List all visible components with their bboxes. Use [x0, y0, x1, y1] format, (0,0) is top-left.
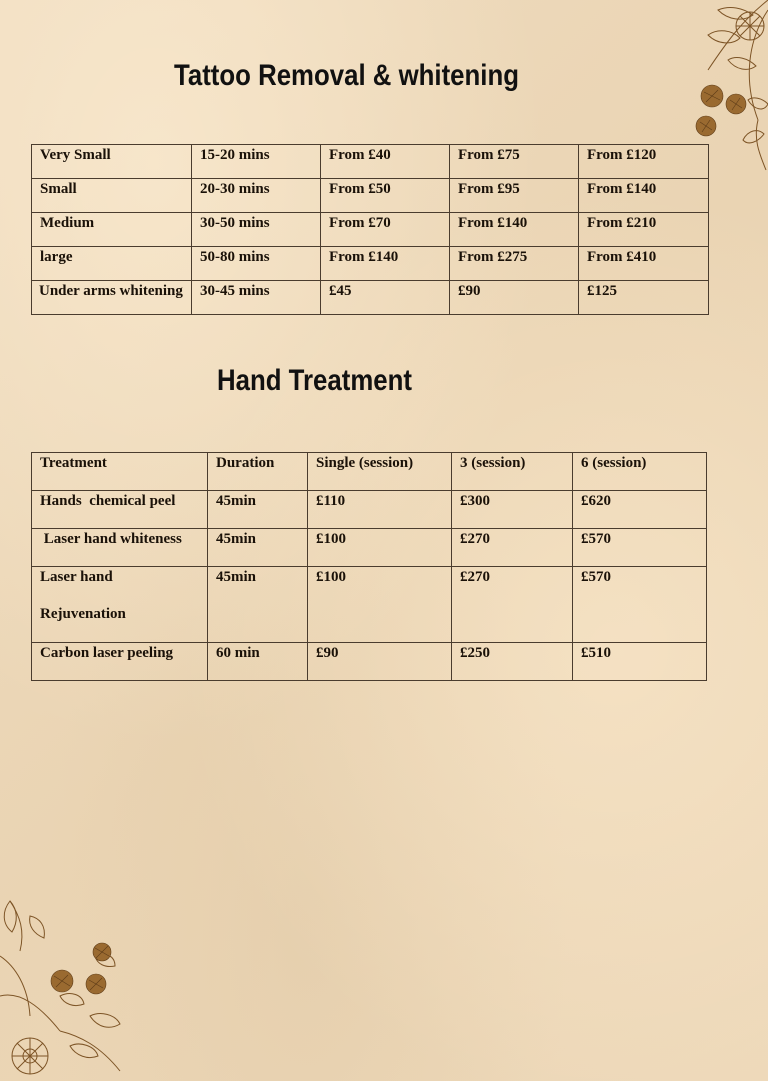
tattoo-section-title: Tattoo Removal & whitening [174, 59, 519, 92]
price-cell: £110 [308, 491, 452, 529]
price-cell: £90 [450, 281, 579, 315]
duration-cell: 30-50 mins [192, 213, 321, 247]
size-cell: Very Small [32, 145, 192, 179]
column-header: 6 (session) [573, 453, 707, 491]
price-cell: From £95 [450, 179, 579, 213]
table-row [32, 567, 707, 643]
column-header: Duration [208, 453, 308, 491]
treatment-line-2: Rejuvenation [40, 606, 126, 622]
price-cell: From £140 [450, 213, 579, 247]
price-cell: £270 [452, 567, 573, 643]
treatment-line-1: Laser hand [40, 569, 113, 585]
price-cell: £100 [308, 567, 452, 643]
price-cell: From £120 [579, 145, 709, 179]
treatment-cell: Carbon laser peeling [32, 643, 208, 681]
price-cell: From £275 [450, 247, 579, 281]
size-cell: Medium [32, 213, 192, 247]
table-row [32, 145, 709, 179]
price-cell: From £75 [450, 145, 579, 179]
duration-cell: 20-30 mins [192, 179, 321, 213]
table-row [32, 643, 707, 681]
duration-cell: 45min [208, 491, 308, 529]
price-cell: £250 [452, 643, 573, 681]
price-cell: £125 [579, 281, 709, 315]
table-row [32, 247, 709, 281]
duration-cell: 30-45 mins [192, 281, 321, 315]
price-cell: From £140 [321, 247, 450, 281]
column-header: Single (session) [308, 453, 452, 491]
price-cell: From £210 [579, 213, 709, 247]
size-cell: large [32, 247, 192, 281]
hand-treatment-table [31, 452, 707, 681]
duration-cell: 50-80 mins [192, 247, 321, 281]
duration-cell: 45min [208, 529, 308, 567]
table-row [32, 529, 707, 567]
price-cell: £90 [308, 643, 452, 681]
table-row [32, 213, 709, 247]
table-row [32, 491, 707, 529]
floral-corner-bottom-left-illustration [0, 896, 140, 1081]
table-row [32, 179, 709, 213]
duration-cell: 60 min [208, 643, 308, 681]
price-cell: From £40 [321, 145, 450, 179]
treatment-cell [32, 567, 208, 643]
price-cell: £100 [308, 529, 452, 567]
price-cell: From £70 [321, 213, 450, 247]
size-cell: Under arms whitening [32, 281, 192, 315]
price-cell: From £50 [321, 179, 450, 213]
column-header: 3 (session) [452, 453, 573, 491]
price-cell: £45 [321, 281, 450, 315]
price-cell: £270 [452, 529, 573, 567]
duration-cell: 45min [208, 567, 308, 643]
price-cell: £300 [452, 491, 573, 529]
duration-cell: 15-20 mins [192, 145, 321, 179]
treatment-cell: Laser hand whiteness [32, 529, 208, 567]
treatment-cell: Hands chemical peel [32, 491, 208, 529]
price-cell: £620 [573, 491, 707, 529]
hand-section-title: Hand Treatment [217, 364, 412, 397]
price-cell: From £410 [579, 247, 709, 281]
table-header-row [32, 453, 707, 491]
price-cell: £510 [573, 643, 707, 681]
price-cell: From £140 [579, 179, 709, 213]
column-header: Treatment [32, 453, 208, 491]
tattoo-price-table [31, 144, 709, 315]
price-cell: £570 [573, 529, 707, 567]
table-row [32, 281, 709, 315]
size-cell: Small [32, 179, 192, 213]
price-cell: £570 [573, 567, 707, 643]
